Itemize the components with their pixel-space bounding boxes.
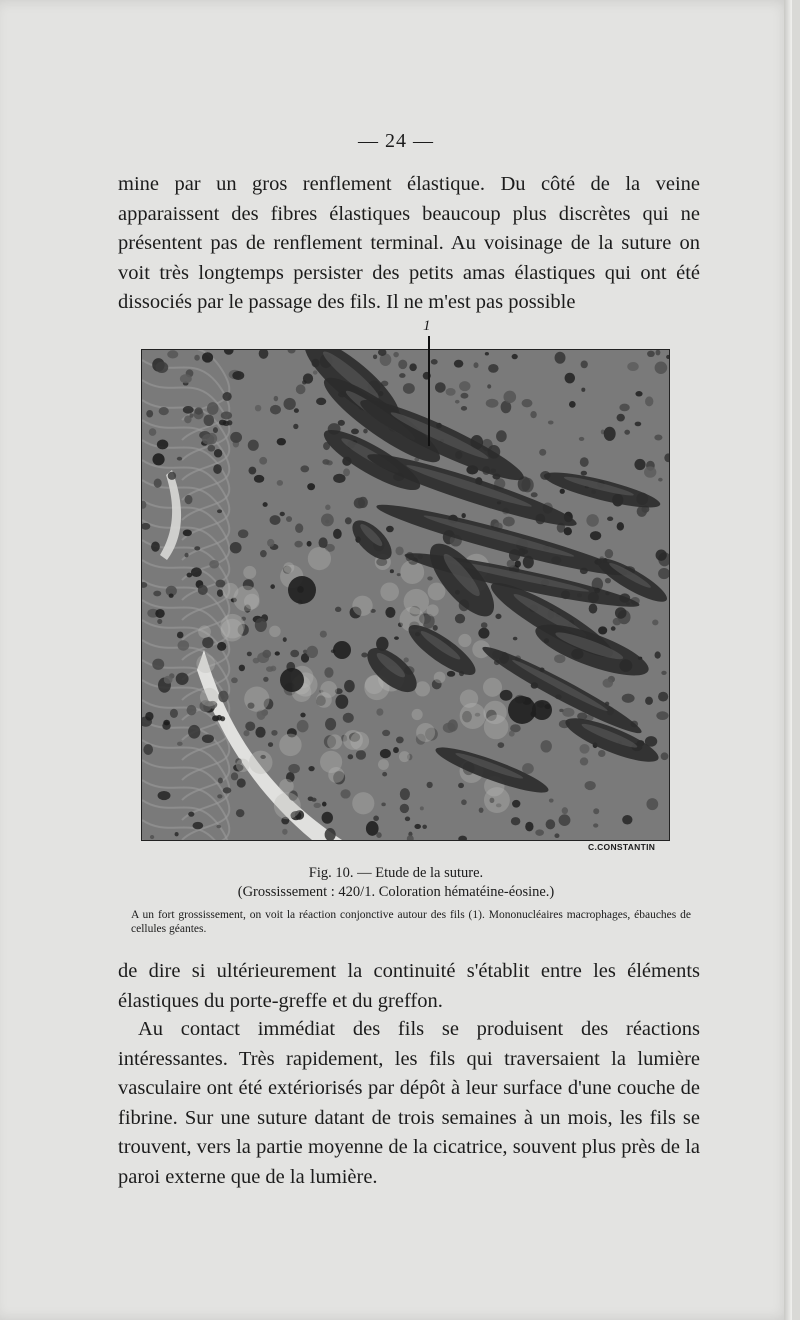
illustrator-signature: C.CONSTANTIN [588,842,656,852]
figure-caption-subtitle: (Grossissement : 420/1. Coloration hématéine-éosine.) [237,884,555,900]
micrograph-image [142,350,669,840]
paragraph-after-figure-2: Au contact immédiat des fils se produisent des réactions intéressantes. Très rapidement, les fils qui traversaient la lumière vasculaire ont été extériorisés par dépôt à leur surface d'une couche de fibrine. Sur une suture datant de trois semaines à un mois, les fils se trouvent, vers la partie moyenne de la cicatrice, souvent plus près de la paroi externe que de la lumière. [118,1018,700,1188]
paragraph-after-figure-1-text: de dire si ultérieurement la continuité s'établit entre les éléments élastiques du porte-greffe et du greffon. [118,960,700,1012]
figure-legend: A un fort grossissement, on voit la réaction conjonctive autour des fils (1). Mononucléaires macrophages, ébauches de cellules géantes. [131,909,691,935]
figure-leader-line [428,336,430,446]
histology-figure [141,349,670,841]
figure-caption-title: Fig. 10. — Etude de la suture. [308,865,484,881]
figure-marker: 1 [423,318,431,334]
page-edge-shadow [784,0,792,1320]
paragraph-after-figure-1 [118,957,700,1016]
paragraph-before-figure: mine par un gros renflement élastique. Du côté de la veine apparaissent des fibres élastiques beaucoup plus discrètes qui ne présentent pas de renflement terminal. Au voisinage de la suture on voit très longtemps persister des petits amas élastiques qui ont été dissociés par le passage des fils. Il ne m'est pas possible [118,173,700,313]
page-number: — 24 — [358,130,434,152]
